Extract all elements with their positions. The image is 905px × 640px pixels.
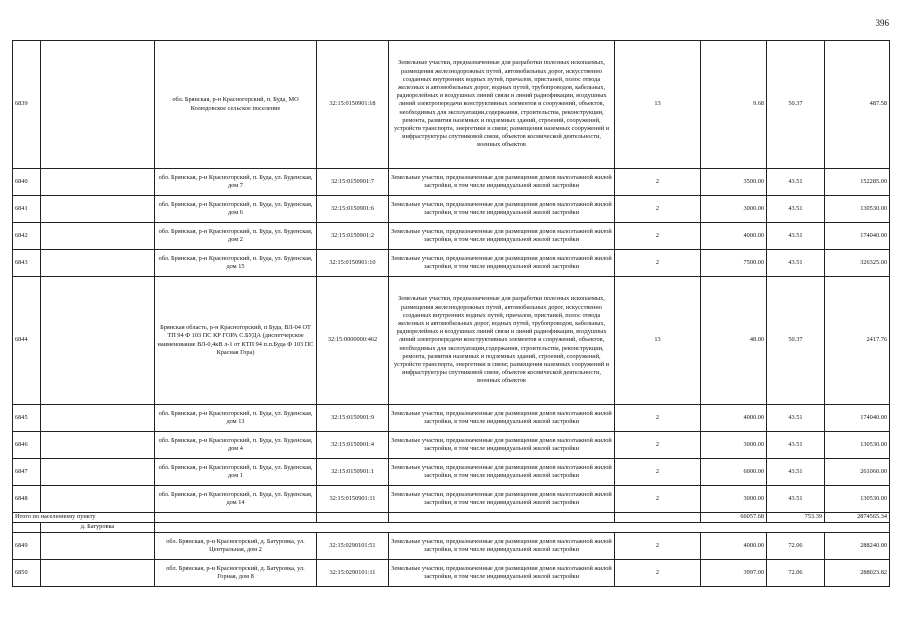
rate-cell: 43.51 <box>767 169 825 196</box>
use-code: 13 <box>615 41 701 169</box>
table-row <box>13 459 890 486</box>
address-cell: обл. Брянская, р-н Красногорский, п. Буда, ул. Буденская, дом 4 <box>155 432 317 459</box>
cadastral-value: 174040.00 <box>825 405 890 432</box>
cadastral-number: 32:15:0150901:11 <box>317 486 389 513</box>
use-code: 2 <box>615 560 701 587</box>
address-cell: обл. Брянская, р-н Красногорский, п. Буда, ул. Буденская, дом 6 <box>155 196 317 223</box>
page-number: 396 <box>875 18 889 28</box>
cadastral-number: 32:15:0290101:51 <box>317 533 389 560</box>
land-use-cell: Земельные участки, предназначенные для размещения домов малоэтажной жилой застройки, в том числе индивидуальной жилой застройки <box>389 459 615 486</box>
row-number: 6840 <box>13 169 41 196</box>
rate-cell: 50.37 <box>767 41 825 169</box>
use-code: 2 <box>615 432 701 459</box>
row-number: 6839 <box>13 41 41 169</box>
subtotal-row <box>13 513 890 523</box>
blank-cell <box>615 513 701 523</box>
rate-cell: 43.51 <box>767 432 825 459</box>
table-row <box>13 277 890 405</box>
table-row <box>13 486 890 513</box>
address-cell: обл. Брянская, р-н Красногорский, п. Буда, ул. Буденская, дом 1 <box>155 459 317 486</box>
cadastral-value: 130530.00 <box>825 432 890 459</box>
area-cell: 9.68 <box>701 41 767 169</box>
address-cell: обл. Брянская, р-н Красногорский, д. Батуровка, ул. Центральная, дом 2 <box>155 533 317 560</box>
blank-cell <box>41 277 155 405</box>
rate-cell: 43.51 <box>767 486 825 513</box>
subtotal-rate: 753.39 <box>767 513 825 523</box>
use-code: 2 <box>615 223 701 250</box>
area-cell: 3500.00 <box>701 169 767 196</box>
use-code: 13 <box>615 277 701 405</box>
land-use-cell: Земельные участки, предназначенные для размещения домов малоэтажной жилой застройки, в том числе индивидуальной жилой застройки <box>389 486 615 513</box>
subtotal-area: 66057.68 <box>701 513 767 523</box>
cadastral-number: 32:15:0150901:18 <box>317 41 389 169</box>
cadastral-value: 326325.00 <box>825 250 890 277</box>
cadastral-value: 288240.00 <box>825 533 890 560</box>
rate-cell: 43.51 <box>767 405 825 432</box>
row-number: 6849 <box>13 533 41 560</box>
row-number: 6847 <box>13 459 41 486</box>
blank-cell <box>155 523 890 533</box>
locality-row <box>13 523 890 533</box>
cadastral-value: 174040.00 <box>825 223 890 250</box>
cadastral-number: 32:15:0150901:4 <box>317 432 389 459</box>
row-number: 6841 <box>13 196 41 223</box>
table-row <box>13 169 890 196</box>
address-cell: Брянская область, р-н Красногорский, п Буда, ВЛ-04 ОТ ТП 94 Ф 103 ПС КР ГОРА С.БУДА (диспетчерское наименование ВЛ-0,4кВ л-1 от КТП 94 п.п.Буда Ф 103 ПС Красная Гора) <box>155 277 317 405</box>
address-cell: обл. Брянская, р-н Красногорский, п. Буда, ул. Буденская, дом 14 <box>155 486 317 513</box>
cadastral-number: 32:15:0150901:7 <box>317 169 389 196</box>
table-row <box>13 250 890 277</box>
blank-cell <box>41 196 155 223</box>
locality-name: д. Батуровка <box>41 523 155 533</box>
area-cell: 3997.00 <box>701 560 767 587</box>
table-row <box>13 533 890 560</box>
rate-cell: 43.51 <box>767 196 825 223</box>
address-cell: обл. Брянская, р-н Красногорский, д. Батуровка, ул. Горная, дом 8 <box>155 560 317 587</box>
area-cell: 4000.00 <box>701 223 767 250</box>
row-number: 6846 <box>13 432 41 459</box>
table-row <box>13 41 890 169</box>
row-number: 6844 <box>13 277 41 405</box>
use-code: 2 <box>615 405 701 432</box>
blank-cell <box>41 41 155 169</box>
table-row <box>13 405 890 432</box>
blank-cell <box>155 513 317 523</box>
use-code: 2 <box>615 196 701 223</box>
cadastral-value: 130530.00 <box>825 196 890 223</box>
land-use-cell: Земельные участки, предназначенные для размещения домов малоэтажной жилой застройки, в том числе индивидуальной жилой застройки <box>389 169 615 196</box>
area-cell: 3000.00 <box>701 432 767 459</box>
blank-cell <box>41 432 155 459</box>
cadastral-number: 32:15:0150901:1 <box>317 459 389 486</box>
table-row <box>13 560 890 587</box>
cadastral-number: 32:15:0000000:462 <box>317 277 389 405</box>
land-registry-table <box>12 40 890 587</box>
blank-cell <box>389 513 615 523</box>
table-row <box>13 223 890 250</box>
blank-cell <box>41 486 155 513</box>
area-cell: 7500.00 <box>701 250 767 277</box>
area-cell: 6000.00 <box>701 459 767 486</box>
land-use-cell: Земельные участки, предназначенные для размещения домов малоэтажной жилой застройки, в том числе индивидуальной жилой застройки <box>389 533 615 560</box>
blank-cell <box>41 459 155 486</box>
row-number: 6845 <box>13 405 41 432</box>
cadastral-value: 2417.76 <box>825 277 890 405</box>
table-row <box>13 432 890 459</box>
area-cell: 4000.00 <box>701 405 767 432</box>
rate-cell: 43.51 <box>767 250 825 277</box>
land-use-cell: Земельные участки, предназначенные для размещения домов малоэтажной жилой застройки, в том числе индивидуальной жилой застройки <box>389 432 615 459</box>
blank-cell <box>41 560 155 587</box>
land-use-cell: Земельные участки, предназначенные для разработки полезных ископаемых, размещения железнодорожных путей, автомобильных дорог, искусственно созданных внутренних водных путей, причалов, пристаней, полос отвода железных и автомобильных дорог, водных путей, трубопроводов, кабельных, радиорелейных и воздушных линий связи и линий радиофикации, воздушных линий электропередачи конструктивных элементов и сооружений, объектов, необходимых для эксплуатации,содержания, строительства, реконструкции, ремонта, развития наземных и подземных зданий, строений, сооружений, устройств транспорта, энергетики и связи; размещения наземных сооружений и инфраструктуры спутниковой связи, объектов космической деятельности, военных объектов <box>389 41 615 169</box>
cadastral-value: 487.58 <box>825 41 890 169</box>
address-cell: обл. Брянская, р-н Красногорский, п. Буда, ул. Буденская, дом 2 <box>155 223 317 250</box>
blank-cell <box>41 169 155 196</box>
use-code: 2 <box>615 533 701 560</box>
rate-cell: 72.06 <box>767 560 825 587</box>
address-cell: обл. Брянская, р-н Красногорский, п. Буда, ул. Буденская, дом 7 <box>155 169 317 196</box>
blank-cell <box>41 223 155 250</box>
address-cell: обл. Брянская, р-н Красногорский, п. Буда, МО Колюдовское сельское поселение <box>155 41 317 169</box>
row-number: 6842 <box>13 223 41 250</box>
land-use-cell: Земельные участки, предназначенные для размещения домов малоэтажной жилой застройки, в том числе индивидуальной жилой застройки <box>389 223 615 250</box>
area-cell: 4000.00 <box>701 533 767 560</box>
blank-cell <box>41 533 155 560</box>
rate-cell: 72.06 <box>767 533 825 560</box>
cadastral-number: 32:15:0150901:6 <box>317 196 389 223</box>
row-number: 6848 <box>13 486 41 513</box>
cadastral-value: 130530.00 <box>825 486 890 513</box>
cadastral-value: 261060.00 <box>825 459 890 486</box>
rate-cell: 50.37 <box>767 277 825 405</box>
land-use-cell: Земельные участки, предназначенные для размещения домов малоэтажной жилой застройки, в том числе индивидуальной жилой застройки <box>389 405 615 432</box>
use-code: 2 <box>615 459 701 486</box>
rate-cell: 43.51 <box>767 459 825 486</box>
row-number: 6850 <box>13 560 41 587</box>
cadastral-number: 32:15:0290101:11 <box>317 560 389 587</box>
blank-cell <box>317 513 389 523</box>
subtotal-value: 2874565.34 <box>825 513 890 523</box>
address-cell: обл. Брянская, р-н Красногорский, п. Буда, ул. Буденская, дом 13 <box>155 405 317 432</box>
use-code: 2 <box>615 486 701 513</box>
blank-cell <box>13 523 41 533</box>
use-code: 2 <box>615 250 701 277</box>
cadastral-number: 32:15:0150901:2 <box>317 223 389 250</box>
area-cell: 3000.00 <box>701 196 767 223</box>
area-cell: 3000.00 <box>701 486 767 513</box>
land-use-cell: Земельные участки, предназначенные для размещения домов малоэтажной жилой застройки, в том числе индивидуальной жилой застройки <box>389 196 615 223</box>
land-use-cell: Земельные участки, предназначенные для размещения домов малоэтажной жилой застройки, в том числе индивидуальной жилой застройки <box>389 250 615 277</box>
rate-cell: 43.51 <box>767 223 825 250</box>
subtotal-label: Итого по населенному пункту <box>13 513 155 523</box>
land-use-cell: Земельные участки, предназначенные для разработки полезных ископаемых, размещения железнодорожных путей, автомобильных дорог, искусственно созданных внутренних водных путей, причалов, пристаней, полос отвода железных и автомобильных дорог, водных путей, трубопроводов, кабельных, радиорелейных и воздушных линий связи и линий радиофикации, воздушных линий электропередачи конструктивных элементов и сооружений, объектов, необходимых для эксплуатации,содержания, строительства, реконструкции, ремонта, развития наземных и подземных зданий, строений, сооружений, устройств транспорта, энергетики и связи; размещения наземных сооружений и инфраструктуры спутниковой связи, объектов космической деятельности, военных объектов <box>389 277 615 405</box>
cadastral-value: 288023.82 <box>825 560 890 587</box>
blank-cell <box>41 250 155 277</box>
cadastral-number: 32:15:0150901:9 <box>317 405 389 432</box>
blank-cell <box>41 405 155 432</box>
land-use-cell: Земельные участки, предназначенные для размещения домов малоэтажной жилой застройки, в том числе индивидуальной жилой застройки <box>389 560 615 587</box>
area-cell: 48.00 <box>701 277 767 405</box>
table-row <box>13 196 890 223</box>
cadastral-number: 32:15:0150901:10 <box>317 250 389 277</box>
row-number: 6843 <box>13 250 41 277</box>
cadastral-value: 152285.00 <box>825 169 890 196</box>
address-cell: обл. Брянская, р-н Красногорский, п. Буда, ул. Буденская, дом 15 <box>155 250 317 277</box>
use-code: 2 <box>615 169 701 196</box>
